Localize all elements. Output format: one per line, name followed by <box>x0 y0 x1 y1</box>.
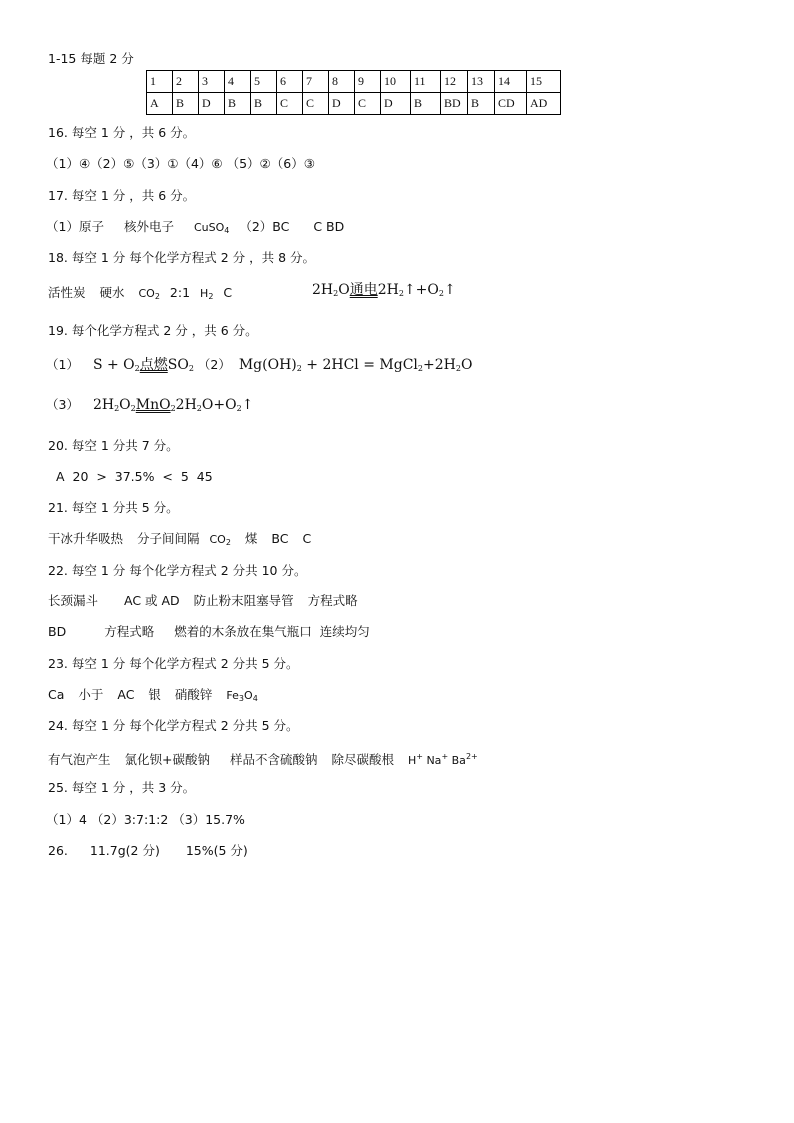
q23-answer-6: $Fe_3O_4$ <box>226 689 258 703</box>
answer-table-answer-cell: C <box>277 93 303 115</box>
answer-table-number-cell: 12 <box>441 71 468 93</box>
q21-answer-4: 煤 <box>244 531 258 546</box>
q22-answer-8: 连续均匀 <box>319 624 370 639</box>
q16-answer: （1）④（2）⑤（3）①（4）⑥ （5）②（6）③ <box>46 156 315 171</box>
answer-table-number-cell: 5 <box>251 71 277 93</box>
q18-equation: $2H_2O$通电$2H_2↑+O_2↑$ <box>312 282 456 298</box>
q22-heading: 22. 每空 1 分 每个化学方程式 2 分共 10 分。 <box>48 563 307 578</box>
q18-answer-5: $H_2$ <box>200 287 214 301</box>
answer-table-number-cell: 15 <box>527 71 561 93</box>
q23-answer-4: 银 <box>148 687 161 702</box>
q22-answer-line-2 <box>48 623 370 641</box>
q17-answer <box>46 218 344 240</box>
q19-label-1: （1） <box>46 357 79 372</box>
q17-answer-1: （1）原子 <box>46 219 104 234</box>
answer-table-number-cell: 9 <box>355 71 381 93</box>
answer-table-answer-cell: C <box>303 93 329 115</box>
answer-table-answer-cell: A <box>147 93 173 115</box>
q19-label-2: （2） <box>197 357 231 372</box>
q22-answer-7: 燃着的木条放在集气瓶口 <box>174 624 312 639</box>
q18-answer-2: 硬水 <box>99 285 125 300</box>
q19-equation-1-condition: 点燃 <box>139 357 168 373</box>
q20-heading: 20. 每空 1 分共 7 分。 <box>48 438 179 453</box>
q19-equation-3-condition: MnO$_2$ <box>135 397 176 413</box>
q23-answer-1: Ca <box>48 687 65 702</box>
q26-answer-1: 11.7g(2 分) <box>89 843 160 858</box>
answer-table-answer-cell: AD <box>527 93 561 115</box>
q16-heading: 16. 每空 1 分 ，共 6 分。 <box>48 125 196 140</box>
q18-answer-3: $CO_2$ <box>138 287 160 301</box>
q22-answer-6: 方程式略 <box>104 624 155 639</box>
q17-heading: 17. 每空 1 分 ，共 6 分。 <box>48 188 196 203</box>
q26-answer-2: 15%(5 分) <box>185 843 248 858</box>
q24-heading: 24. 每空 1 分 每个化学方程式 2 分共 5 分。 <box>48 718 299 733</box>
q21-answer-2: 分子间间隔 <box>137 531 200 546</box>
q22-answer-4: 方程式略 <box>307 593 358 608</box>
q17-answer-5: C BD <box>313 219 345 234</box>
q19-label-3: （3） <box>46 397 79 412</box>
answer-table-answer-cell: B <box>468 93 495 115</box>
q17-answer-4: （2）BC <box>239 219 290 234</box>
q22-answer-2: AC 或 AD <box>124 593 180 608</box>
answer-table-number-cell: 4 <box>225 71 251 93</box>
q22-answer-5: BD <box>48 624 67 639</box>
q21-answer-6: C <box>302 531 312 546</box>
q24-answer-ions: H+ Na+ $Ba^{2+}$ <box>407 752 478 767</box>
q24-answer-4: 除尽碳酸根 <box>331 752 394 767</box>
q23-answer <box>48 686 258 708</box>
q22-answer-1: 长颈漏斗 <box>48 593 99 608</box>
q21-answer-5: BC <box>271 531 289 546</box>
q18-heading: 18. 每空 1 分 每个化学方程式 2 分 ，共 8 分。 <box>48 250 315 265</box>
answer-table-number-cell: 11 <box>411 71 441 93</box>
q18-equation-condition: 通电 <box>349 282 378 298</box>
q21-heading: 21. 每空 1 分共 5 分。 <box>48 500 179 515</box>
answer-table-answer-cell: CD <box>495 93 527 115</box>
answer-table-answer-cell: D <box>381 93 411 115</box>
q24-answer-3: 样品不含硫酸钠 <box>229 752 318 767</box>
answer-table-answer-cell: D <box>199 93 225 115</box>
q1-15-heading: 1-15 每题 2 分 <box>48 51 134 66</box>
q22-answer-3: 防止粉末阻塞导管 <box>193 593 294 608</box>
answer-table-number-cell: 6 <box>277 71 303 93</box>
q17-answer-2: 核外电子 <box>123 219 174 234</box>
q24-answer <box>48 748 478 770</box>
answer-table-number-cell: 8 <box>329 71 355 93</box>
q23-answer-5: 硝酸锌 <box>174 687 213 702</box>
answer-table-number-cell: 1 <box>147 71 173 93</box>
answer-table-answer-cell: B <box>251 93 277 115</box>
answer-table-answer-cell: B <box>225 93 251 115</box>
q19-line-2 <box>46 396 253 418</box>
q18-answer-1: 活性炭 <box>48 285 86 300</box>
answer-table-answer-cell: B <box>173 93 199 115</box>
answer-table-number-row <box>147 71 561 93</box>
q21-answer-3: $CO_2$ <box>209 533 231 547</box>
answer-table-answer-row <box>147 93 561 115</box>
answer-table-answer-cell: BD <box>441 93 468 115</box>
answer-table-answer-cell: C <box>355 93 381 115</box>
q19-equation-2: $Mg(OH)_2 + 2HCl$ = $MgCl_2+2H_2O$ <box>238 357 473 373</box>
q18-answer <box>48 284 232 306</box>
q18-answer-6: C <box>223 285 233 300</box>
answer-table-number-cell: 2 <box>173 71 199 93</box>
q21-answer <box>48 530 311 552</box>
q23-answer-2: 小于 <box>78 687 104 702</box>
answer-table-answer-cell: B <box>411 93 441 115</box>
q19-equation-1: $S + O_2$点燃$SO_2$ <box>92 357 194 373</box>
q24-answer-2: 氯化钡+碳酸钠 <box>124 752 210 767</box>
answer-table-number-cell: 3 <box>199 71 225 93</box>
q23-answer-3: AC <box>117 687 135 702</box>
q19-line-1 <box>46 356 472 378</box>
q25-answer: （1）4 （2）3:7:1:2 （3）15.7% <box>46 812 245 827</box>
q24-answer-1: 有气泡产生 <box>48 752 111 767</box>
q23-heading: 23. 每空 1 分 每个化学方程式 2 分共 5 分。 <box>48 656 299 671</box>
q20-answer: A 20 > 37.5% < 5 45 <box>56 469 213 484</box>
answer-table-number-cell: 13 <box>468 71 495 93</box>
q25-heading: 25. 每空 1 分 ，共 3 分。 <box>48 780 196 795</box>
q26-label: 26. <box>48 843 68 858</box>
answer-table-answer-cell: D <box>329 93 355 115</box>
answer-table-number-cell: 10 <box>381 71 411 93</box>
q26-answer <box>48 842 248 860</box>
answer-table-number-cell: 7 <box>303 71 329 93</box>
q18-answer-4: 2:1 <box>169 285 191 300</box>
q19-equation-3: $2H_2O_2MnO_22H_2O+O_2↑$ <box>92 397 254 413</box>
q22-answer-line-1 <box>48 592 358 610</box>
q19-heading: 19. 每个化学方程式 2 分 ，共 6 分。 <box>48 323 258 338</box>
q21-answer-1: 干冰升华吸热 <box>48 531 124 546</box>
answer-table-number-cell: 14 <box>495 71 527 93</box>
answer-table <box>146 70 561 115</box>
q17-answer-3: CuSO$_4$ <box>193 221 230 235</box>
